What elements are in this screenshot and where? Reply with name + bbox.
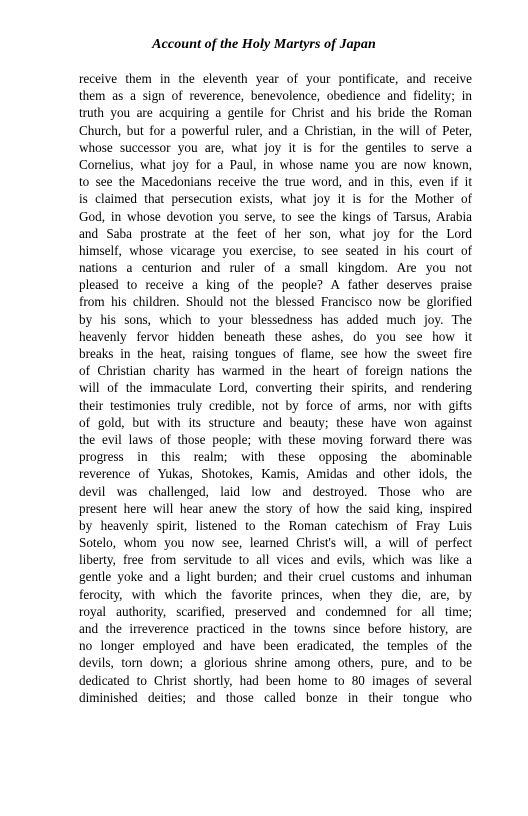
text-line: present here will hear anew the story of how the said king, inspired <box>79 500 472 516</box>
text-line: heavenly fervor hidden beneath these ashes, do you see how it <box>79 328 472 344</box>
text-line: Sotelo, whom you now see, learned Christ's will, a will of perfect <box>79 535 472 551</box>
text-line: of gold, but with its structure and beauty; these have won against <box>79 414 472 430</box>
text-line: devil was challenged, laid low and destroyed. Those who are <box>79 483 472 499</box>
text-line: pleased to receive a king of the people? A father deserves praise <box>79 277 472 293</box>
text-line: is claimed that persecution exists, what joy it is for the Mother of <box>79 191 472 207</box>
text-line: by his sons, which to your blessedness has added much joy. The <box>79 311 472 327</box>
text-line: royal authority, scarified, preserved and condemned for all time; <box>79 603 472 619</box>
text-line: God, in whose devotion you serve, to see the kings of Tarsus, Arabia <box>79 208 472 224</box>
text-line: of Christian charity has warmed in the heart of foreign nations the <box>79 363 472 379</box>
body-text <box>79 70 472 706</box>
text-line: them as a sign of reverence, benevolence, obedience and fidelity; in <box>79 88 472 104</box>
text-line: whose successor you are, what joy it is for the gentiles to serve a <box>79 139 472 155</box>
text-line: himself, whose vicarage you exercise, to see seated in his court of <box>79 242 472 258</box>
running-title: Account of the Holy Martyrs of Japan <box>152 37 376 52</box>
text-line: dedicated to Christ shortly, had been home to 80 images of several <box>79 672 472 688</box>
text-line: from his children. Should not the blessed Francisco now be glorified <box>79 294 472 310</box>
text-line: breaks in the heat, raising tongues of flame, see how the sweet fire <box>79 346 472 361</box>
text-line: reverence of Yukas, Shotokes, Kamis, Amidas and other idols, the <box>79 466 472 482</box>
text-line: their testimonies truly credible, not by force of arms, nor with gifts <box>79 397 472 413</box>
text-line: and Saba prostrate at the feet of her son, what joy for the Lord <box>79 225 472 241</box>
text-line: Church, but for a powerful ruler, and a Christian, in the will of Peter, <box>79 122 472 138</box>
text-line: devils, torn down; a glorious shrine among others, pure, and to be <box>79 655 472 671</box>
text-line: receive them in the eleventh year of your pontificate, and receive <box>79 71 472 86</box>
text-line: and the irreverence practiced in the towns since before history, are <box>79 621 472 636</box>
text-line: will of the immaculate Lord, converting their spirits, and rendering <box>79 380 472 396</box>
text-line: progress in this realm; with these opposing the abominable <box>79 449 472 465</box>
text-line: by heavenly spirit, listened to the Roman catechism of Fray Luis <box>79 517 472 533</box>
text-line: ferocity, with which the favorite princes, when they die, are, by <box>79 586 472 602</box>
text-line: to see the Macedonians receive the true word, and in this, even if it <box>79 174 472 190</box>
text-line: Cornelius, what joy for a Paul, in whose name you are now known, <box>79 156 472 172</box>
text-line: truth you are acquiring a gentile for Christ and his bride the Roman <box>79 105 472 121</box>
text-line: no longer employed and have been eradicated, the temples of the <box>79 638 472 654</box>
text-line: nations a centurion and ruler of a small kingdom. Are you not <box>79 260 472 276</box>
text-line: liberty, free from servitude to all vices and evils, which was like a <box>79 552 472 568</box>
text-line: gentle yoke and a light burden; and their cruel customs and inhuman <box>79 569 472 585</box>
text-line: the evil laws of those people; with these moving forward there was <box>79 431 472 447</box>
text-line: diminished deities; and those called bonze in their tongue who <box>79 689 472 705</box>
